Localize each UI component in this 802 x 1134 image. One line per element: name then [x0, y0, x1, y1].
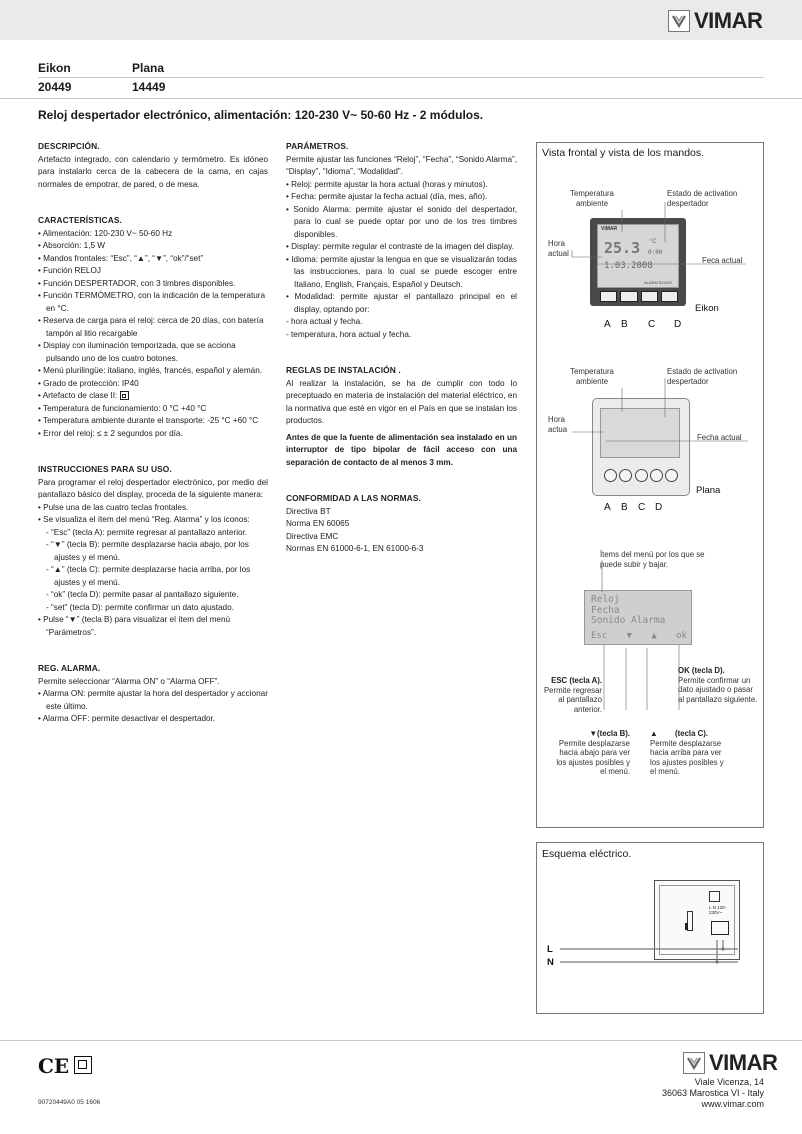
list-item: [38, 390, 268, 403]
list-item: • Alimentación: 120-230 V~ 50-60 Hz: [38, 228, 173, 238]
vimar-logo-icon: [668, 10, 690, 32]
alarm-state-label: Estado de activation despertador: [667, 367, 738, 386]
company-address: [600, 1077, 764, 1110]
key-letter-b: B: [621, 502, 628, 513]
list-item: • Temperatura ambiente durante el transporte: -25 °C +60 °C: [38, 416, 259, 425]
plana-label: Plana: [696, 485, 721, 496]
reglas-warning: Antes de que la fuente de alimentación sea instalado en un interruptor de tipo bipolar de fácil acceso con una separación de contacto de al menos 3 mm.: [286, 432, 517, 467]
ok-annotation: [678, 666, 758, 704]
features-list: [38, 228, 268, 441]
website-link[interactable]: www.vimar.com: [701, 1099, 764, 1109]
section-heading: CARACTERÍSTICAS.: [38, 215, 122, 225]
list-item: - hora actual y fecha.: [286, 317, 363, 326]
vimar-logo-icon: [683, 1052, 705, 1074]
norm-item: Directiva BT: [286, 506, 331, 516]
list-item: - “Esc” (tecla A): permite regresar al pantallazo anterior.: [46, 527, 248, 537]
menu-line: Reloj: [591, 594, 620, 605]
footer-logo: [683, 1050, 777, 1076]
code-eikon: 20449: [38, 80, 72, 94]
panel-title: Esquema eléctrico.: [542, 848, 632, 860]
list-item: • Pulse “▼” (tecla B) para visualizar el ítem del menú “Parámetros”.: [38, 615, 231, 637]
reg-intro: Permite seleccionar “Alarma ON” o “Alarma OFF”.: [38, 676, 220, 686]
list-item: - “ok” (tecla D): permite pasar al pantallazo siguiente.: [46, 590, 239, 599]
menu-ok-key: ok: [676, 631, 687, 641]
list-item: • Alarma OFF: permite desactivar el despertador.: [38, 714, 216, 723]
reglas-text: Al realizar la instalación, se ha de cumplir con todo lo preceptuado en materia de instalación del material eléctrico, en la normativa que esté en vigor en el País en que se instalan los productos.: [286, 378, 517, 425]
line-n-label: N: [547, 957, 554, 968]
down-heading: ▼(tecla B).: [589, 729, 630, 738]
list-item: • Función TERMÓMETRO, con la indicación de la temperatura en °C.: [38, 291, 266, 313]
up-heading: ▲ (tecla C).: [650, 729, 708, 738]
parameters-list: [286, 179, 517, 342]
esc-heading: ESC (tecla A).: [551, 676, 602, 685]
section-heading: PARÁMETROS.: [286, 141, 349, 151]
lcd-brand: VIMAR: [601, 226, 618, 232]
series-plana: Plana: [132, 61, 165, 75]
list-item: • Display: permite regular el contraste de la imagen del display.: [286, 242, 514, 251]
temp-label: Temperatura ambiente: [570, 189, 614, 208]
list-item: • Reloj: permite ajustar la hora actual (horas y minutos).: [286, 179, 488, 189]
down-annotation: [552, 729, 630, 777]
list-item: - “▲” (tecla C): permite desplazarse hacia arriba, por los ajustes y el menú.: [46, 565, 251, 587]
lcd-unit: °C: [650, 239, 657, 245]
section-heading: CONFORMIDAD A LAS NORMAS.: [286, 493, 421, 503]
wiring-lines: [536, 920, 764, 1000]
section-heading: INSTRUCCIONES PARA SU USO.: [38, 464, 172, 474]
class-ii-icon: [120, 391, 129, 400]
esc-annotation: [538, 676, 602, 714]
norm-item: Normas EN 61000-6-1, EN 61000-6-3: [286, 544, 424, 553]
down-text: Permite desplazarse hacia abajo para ver los ajustes posibles y el menú.: [556, 738, 630, 776]
menu-caption: Ítems del menú por los que se puede subir y bajar.: [600, 550, 705, 569]
alarm-state-label: Estado de activation despertador: [667, 189, 738, 208]
list-item: • Se visualiza el ítem del menú “Reg. Alarma” y los iconos:: [38, 515, 250, 524]
brand-name: VIMAR: [709, 1050, 778, 1075]
section-heading: DESCRIPCIÓN.: [38, 141, 100, 151]
document-number: 90720449A0 05 1606: [38, 1099, 101, 1106]
lcd-date: 1.03.2008: [604, 261, 653, 271]
line-l-label: L: [547, 944, 553, 955]
parameters-intro: Permite ajustar las funciones “Reloj”, “Fecha”, “Sonido Alarma”, “Display”, “Idioma”, “Modalidad”.: [286, 154, 517, 176]
norm-item: Directiva EMC: [286, 531, 339, 541]
list-item: • Función RELOJ: [38, 266, 101, 275]
menu-line: Fecha: [591, 604, 620, 616]
eikon-label: Eikon: [695, 303, 719, 314]
norm-item: Norma EN 60065: [286, 519, 350, 528]
menu-up-key: ▲: [651, 631, 657, 641]
brand-name: VIMAR: [694, 8, 763, 33]
menu-line: Sonido Alarma: [591, 615, 666, 626]
divider: [38, 77, 764, 78]
instructions-list: [38, 502, 268, 640]
ok-heading: OK (tecla D).: [678, 666, 725, 675]
list-item: • Alarma ON: permite ajustar la hora del despertador y accionar este último.: [38, 689, 268, 711]
list-item: • Temperatura de funcionamiento: 0 °C +40 °C: [38, 403, 207, 413]
address-line: Viale Vicenza, 14: [694, 1077, 764, 1087]
key-letter-c: C: [638, 502, 646, 513]
header-logo: [668, 8, 762, 34]
lcd-footer: ALARM ELVOX: [644, 280, 672, 285]
date-label: Fecha actual: [697, 433, 742, 442]
key-letter-c: C: [648, 319, 656, 330]
class-ii-icon: [74, 1056, 92, 1074]
list-item-text: • Artefacto de clase II:: [38, 391, 118, 400]
list-item: • Sonido Alarma: permite ajustar el sonido del despertador, para lo cual se puede optar por uno de los tres timbres disponibles.: [286, 204, 517, 239]
divider: [0, 98, 802, 99]
up-text: Permite desplazarse hacia arriba para ver los ajustes posibles y el menú.: [650, 738, 724, 776]
description-text: Artefacto integrado, con calendario y termómetro. Es idóneo para instalarlo cerca de la cabecera de la cama, en cajas normales de empotrar, de pared, o de mesa.: [38, 154, 268, 189]
terminal-spec: L N 120-230V~: [709, 905, 727, 915]
key-letter-a: A: [604, 502, 611, 513]
lcd-time: 0:00: [648, 249, 663, 256]
list-item: - temperatura, hora actual y fecha.: [286, 329, 412, 339]
list-item: • Función DESPERTADOR, con 3 timbres disponibles.: [38, 278, 236, 288]
list-item: • Pulse una de las cuatro teclas frontales.: [38, 502, 189, 512]
lcd-temp: 25.3: [604, 239, 641, 257]
esc-text: Permite regresar al pantallazo anterior.: [543, 685, 602, 714]
list-item: • Modalidad: permite ajustar el pantallazo principal en el display, optando por:: [286, 292, 517, 314]
reg-list: [38, 688, 268, 726]
list-item: • Idioma: permite ajustar la lengua en que se visualizarán todas las instrucciones, para lo cual se puede escoger entre Italiano, English, Français, Español y Deutsch.: [286, 254, 517, 289]
list-item: - “▼” (tecla B): permite desplazarse hacia abajo, por los ajustes y el menú.: [46, 540, 249, 562]
address-line: 36063 Marostica VI - Italy: [661, 1088, 764, 1098]
menu-down-key: ▼: [626, 631, 633, 641]
column-middle: [286, 140, 517, 556]
list-item: • Menú plurilingüe: italiano, inglés, francés, español y alemán.: [38, 366, 263, 375]
list-item: • Mandos frontales: “Esc”, “▲”, “▼”, “ok”/“set”: [38, 253, 204, 263]
list-item: • Grado de protección: IP40: [38, 378, 139, 388]
footer-divider: [0, 1040, 802, 1041]
section-heading: REGLAS DE INSTALACIÓN .: [286, 365, 401, 375]
time-label: Hora actual: [548, 239, 569, 258]
section-heading: REG. ALARMA.: [38, 663, 101, 673]
list-item: • Absorción: 1,5 W: [38, 241, 106, 250]
date-label: Feca actual: [702, 256, 743, 265]
list-item: • Display con iluminación temporizada, que se acciona pulsando uno de los cuatro botones.: [38, 341, 236, 363]
list-item: • Error del reloj: ≤ ± 2 segundos por día.: [38, 428, 183, 438]
ok-text: Permite confirmar un dato ajustado o pasar al pantallazo siguiente.: [678, 675, 758, 704]
key-letter-b: B: [621, 319, 628, 330]
time-label: Hora actua: [548, 415, 568, 434]
panel-title: Vista frontal y vista de los mandos.: [542, 147, 705, 159]
up-annotation: [650, 729, 730, 777]
column-left: [38, 140, 268, 726]
temp-label: Temperatura ambiente: [570, 367, 614, 386]
ce-mark: CE: [38, 1054, 70, 1078]
list-item: - “set” (tecla D): permite confirmar un dato ajustado.: [46, 602, 234, 612]
list-item: • Reserva de carga para el reloj: cerca de 20 días, con batería tampón al litio recargable: [38, 316, 264, 338]
code-plana: 14449: [132, 80, 166, 94]
key-letter-a: A: [604, 319, 611, 330]
instructions-intro: Para programar el reloj despertador electrónico, por medio del pantallazo básico del display, proceda de la siguiente manera:: [38, 477, 268, 499]
key-letter-d: D: [655, 502, 663, 513]
series-eikon: Eikon: [38, 61, 71, 75]
page-title: Reloj despertador electrónico, alimentación: 120-230 V~ 50-60 Hz - 2 módulos.: [38, 108, 484, 122]
menu-esc-key: Esc: [591, 631, 608, 641]
leader-lines: [536, 142, 764, 542]
key-letter-d: D: [674, 319, 682, 330]
list-item: • Fecha: permite ajustar la fecha actual (día, mes, año).: [286, 192, 488, 201]
